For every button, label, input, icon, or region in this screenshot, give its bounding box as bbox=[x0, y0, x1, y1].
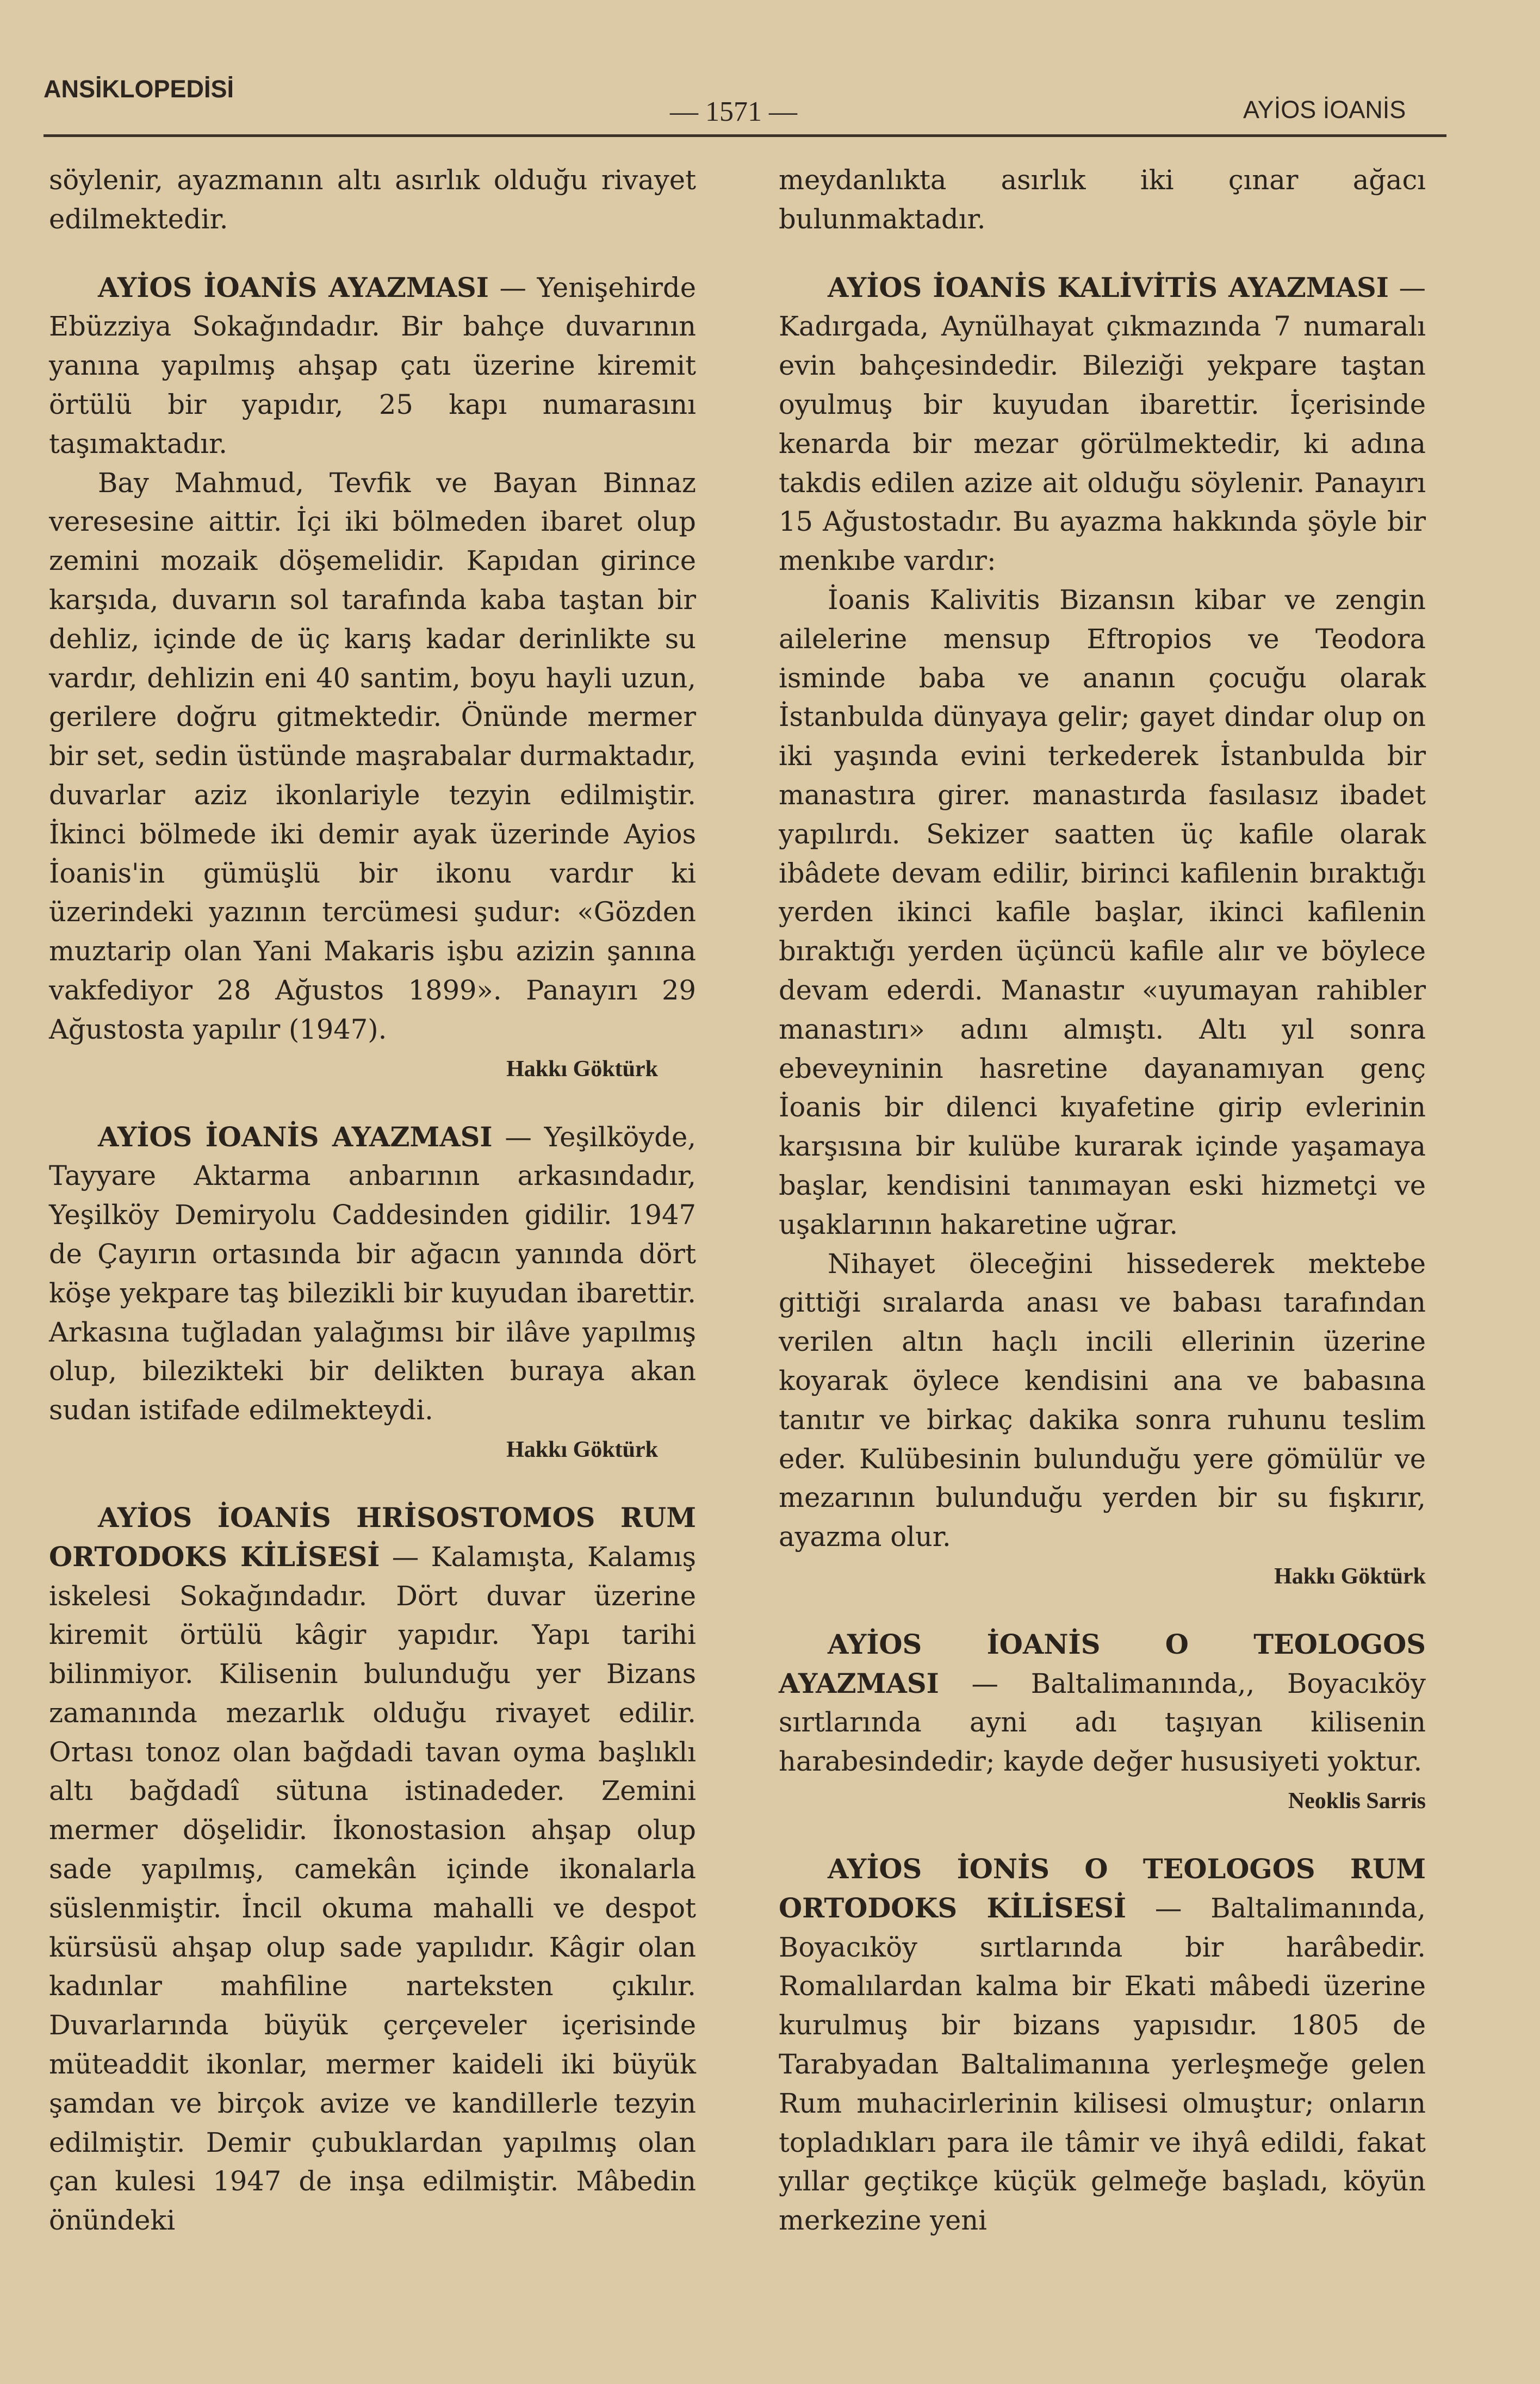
entry-text: — Baltalimanında, Boyacıköy sırtlarında bir harâbedir. Romalılardan kalma bir Ekati mâbedi üzerine kurulmuş bir bizans yapısıdır. 1805 de Tarabyadan Baltalimanına yerleşmeğe gelen Rum muhacirlerinin kilisesi olmuştur; onların topladıkları para ile tâmir ve ihyâ edildi, fakat yıllar geçtikçe küçük gelmeğe başladı, köyün merkezine yeni bbox=[779, 1892, 1426, 2237]
author-signature: Hakkı Göktürk bbox=[506, 1437, 658, 1462]
entry-text: — Kadırgada, Aynülhayat çıkmazında 7 numaralı evin bahçesindedir. Bileziği yekpare taştan oyulmuş bir kuyudan ibarettir. İçerisinde kenarda bir mezar görülmektedir, ki adına takdis edilen azize ait olduğu söylenir. Panayırı 15 Ağustostadır. Bu ayazma hakkında şöyle bir menkıbe vardır: bbox=[779, 271, 1426, 577]
running-header-left: ANSİKLOPEDİSİ bbox=[44, 75, 234, 103]
entry-yesilkoy-ayazmasi bbox=[49, 1118, 696, 1430]
author-signature: Hakkı Göktürk bbox=[1274, 1563, 1426, 1589]
entry-paragraph: İoanis Kalivitis Bizansın kibar ve zengin ailelerine mensup Eftropios ve Teodora isminde baba ve ananın çocuğu olarak İstanbulda dünyaya gelir; gayet dindar olup on iki yaşında evini terkederek İstanbulda bir manastıra girer. manastırda fasılasız ibadet yapılırdı. Sekizer saatten üç kafile olarak ibâdete devam edilir, birinci kafilenin bıraktığı yerden ikinci kafile başlar, ikinci kafilenin bıraktığı yerden üçüncü kafile alır ve böylece devam ederdi. Manastır «uyumayan rahibler manastırı» adını almıştı. Altı yıl sonra ebeveyninin hasretine dayanamıyan genç İoanis bir dilenci kıyafetine girip evlerinin karşısına bir kulübe kurarak içinde yaşamaya başlar, kendisini tanımayan eski hizmetçi ve uşaklarının hakaretine uğrar. bbox=[779, 583, 1426, 1240]
entry-title: AYİOS İOANİS HRİSOSTOMOS RUM ORTODOKS KİLİSESİ bbox=[49, 1501, 696, 1573]
entry-title: AYİOS İOANİS AYAZMASI bbox=[98, 1121, 493, 1153]
entry-paragraph: Bay Mahmud, Tevfik ve Bayan Binnaz veresesine aittir. İçi iki bölmeden ibaret olup zemini mozaik döşemelidir. Kapıdan girince karşıda, duvarın sol tarafında kaba taştan bir dehliz, içinde de üç karış kadar derinlikte su vardır, dehlizin eni 40 santim, boyu hayli uzun, gerilere doğru gitmektedir. Önünde mermer bir set, sedin üstünde maşrabalar durmaktadır, duvarlar aziz ikonlariyle tezyin edilmiştir. İkinci bölmede iki demir ayak üzerinde Ayios İoanis'in gümüşlü bir ikonu vardır ki üzerindeki yazının tercümesi şudur: «Gözden muztarip olan Yani Makaris işbu azizin şanına vakfediyor 28 Ağustos 1899». Panayırı 29 Ağustosta yapılır (1947). bbox=[49, 467, 696, 1045]
entry-title: AYİOS İOANİS O TEOLOGOS AYAZMASI bbox=[779, 1628, 1426, 1699]
right-column bbox=[779, 161, 1426, 2240]
page-number: — 1571 — bbox=[670, 96, 797, 127]
entry-title: AYİOS İOANİS AYAZMASI bbox=[98, 271, 489, 303]
entry-yenisehir-ayazmasi bbox=[49, 269, 696, 464]
entry-kalivitis-ayazmasi bbox=[779, 269, 1426, 581]
entry-text: — Kalamışta, Kalamış iskelesi Sokağındadır. Dört duvar üzerine kiremit örtülü kâgir yapıdır. Yapı tarihi bilinmiyor. Kilisenin bulunduğu yer Bizans zamanında mezarlık olduğu rivayet edilir. Ortası tonoz olan bağdadi tavan oyma başlıklı altı bağdadî sütuna istinadeder. Zemini mermer döşelidir. İkonostasion ahşap olup sade yapılmış, camekân içinde ikonalarla süslenmiştir. İncil okuma mahalli ve despot kürsüsü ahşap olup sade yapılıdır. Kâgir olan kadınlar mahfiline narteksten çıkılır. Duvarlarında büyük çerçeveler içerisinde müteaddit ikonlar, mermer kaideli iki büyük şamdan ve birçok avize ve kandillerle tezyin edilmiştir. Demir çubuklardan yapılmış olan çan kulesi 1947 de inşa edilmiştir. Mâbedin önündeki bbox=[49, 1541, 696, 2237]
entry-paragraph: Nihayet öleceğini hissederek mektebe gittiği sıralarda anası ve babası tarafından verilen altın haçlı incili ellerinin üzerine koyarak öylece kendisini ana ve babasına tanıtır ve birkaç dakika sonra ruhunu teslim eder. Kulübesinin bulunduğu yere gömülür ve mezarının bulunduğu yerden bir su fışkırır, ayazma olur. bbox=[779, 1247, 1426, 1553]
entry-hrisostomos-kilisesi bbox=[49, 1499, 696, 2240]
continued-paragraph: söylenir, ayazmanın altı asırlık olduğu rivayet edilmektedir. bbox=[49, 164, 696, 235]
entry-text: — Yeşilköyde, Tayyare Aktarma anbarının arkasındadır, Yeşilköy Demiryolu Caddesinden gidilir. 1947 de Çayırın ortasında bir ağacın yanında dört köşe yekpare taş bilezikli bir kuyudan ibarettir. Arkasına tuğladan yalağımsı bir ilâve yapılmış olup, bilezikteki bir delikten buraya akan sudan istifade edilmekteydi. bbox=[49, 1121, 696, 1426]
entry-title: AYİOS İONİS O TEOLOGOS RUM ORTODOKS KİLİSESİ bbox=[779, 1853, 1426, 1924]
entry-title: AYİOS İOANİS KALİVİTİS AYAZMASI bbox=[828, 271, 1389, 303]
entry-text: — Baltalimanında,, Boyacıköy sırtlarında ayni adı taşıyan kilisenin harabesindedir; kayde değer hususiyeti yoktur. bbox=[779, 1667, 1426, 1778]
author-signature: Hakkı Göktürk bbox=[506, 1056, 658, 1082]
continued-paragraph: meydanlıkta asırlık iki çınar ağacı bulunmaktadır. bbox=[779, 164, 1426, 235]
running-header-right: AYİOS İOANİS bbox=[1243, 96, 1406, 123]
entry-text: — Yenişehirde Ebüzziya Sokağındadır. Bir bahçe duvarının yanına yapılmış ahşap çatı üzerine kiremit örtülü bir yapıdır, 25 kapı numarasını taşımaktadır. bbox=[49, 271, 696, 460]
entry-teologos-ayazmasi bbox=[779, 1625, 1426, 1781]
entry-teologos-kilisesi bbox=[779, 1850, 1426, 2240]
left-column bbox=[49, 161, 696, 2240]
author-signature: Neoklis Sarris bbox=[1288, 1789, 1426, 1814]
header-rule bbox=[44, 134, 1446, 137]
